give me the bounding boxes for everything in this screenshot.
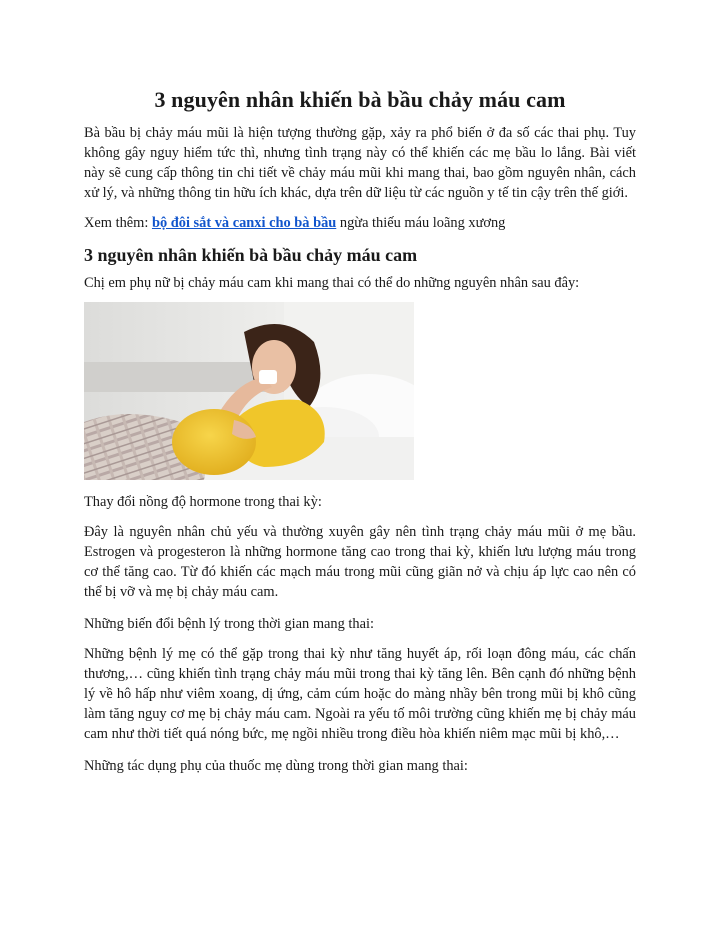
document-page: [84, 0, 636, 776]
cause-3-title: Những tác dụng phụ của thuốc mẹ dùng trong thời gian mang thai:: [84, 758, 468, 774]
section-lead: Chị em phụ nữ bị chảy máu cam khi mang thai có thể do những nguyên nhân sau đây:: [84, 275, 580, 291]
see-also-suffix: ngừa thiếu máu loãng xương: [336, 215, 506, 231]
page-title: 3 nguyên nhân khiến bà bầu chảy máu cam: [154, 87, 566, 112]
cause-1-title: Thay đổi nồng độ hormone trong thai kỳ:: [84, 494, 322, 510]
cause-2-title: Những biến đổi bệnh lý trong thời gian mang thai:: [84, 616, 374, 632]
see-also-line: [84, 213, 636, 233]
intro-paragraph: Bà bầu bị chảy máu mũi là hiện tượng thường gặp, xảy ra phổ biến ở đa số các thai phụ. Tuy không gây nguy hiểm tức thì, nhưng tình trạng này có thể khiến các mẹ bầu lo lắng. Bài viết này sẽ cung cấp thông tin chi tiết về chảy máu mũi khi mang thai, bao gồm nguyên nhân, cách xử lý, và những thông tin hữu ích khác, dựa trên dữ liệu từ các nguồn y tế tin cậy trên thế giới.: [84, 125, 636, 201]
cause-2-body: Những bệnh lý mẹ có thể gặp trong thai kỳ như tăng huyết áp, rối loạn đông máu, các chấn thương,… cũng khiến tình trạng chảy máu mũi trong thai kỳ tăng lên. Bên cạnh đó những bệnh lý về hô hấp như viêm xoang, dị ứng, cảm cúm hoặc do màng nhầy bên trong mũi bị khô cũng làm tăng nguy cơ mẹ bị chảy máu cam. Ngoài ra yếu tố môi trường cũng khiến mẹ bị chảy máu cam như thời tiết quá nóng bức, mẹ ngồi nhiều trong điều hòa khiến niêm mạc mũi bị khô,…: [84, 646, 636, 742]
see-also-link[interactable]: bộ đôi sắt và canxi cho bà bầu: [151, 215, 337, 231]
pregnant-woman-nosebleed-photo: [84, 302, 414, 480]
section-heading: 3 nguyên nhân khiến bà bầu chảy máu cam: [84, 245, 418, 265]
cause-1-body: Đây là nguyên nhân chủ yếu và thường xuyên gây nên tình trạng chảy máu mũi ở mẹ bầu. Estrogen và progesteron là những hormone tăng cao trong thai kỳ, khiến lưu lượng máu trong cơ thể tăng cao. Từ đó khiến các mạch máu trong mũi cũng giãn nở và chịu áp lực cao nên có thể bị vỡ và mẹ bị chảy máu cam.: [84, 524, 636, 600]
see-also-prefix: Xem thêm:: [84, 215, 152, 231]
